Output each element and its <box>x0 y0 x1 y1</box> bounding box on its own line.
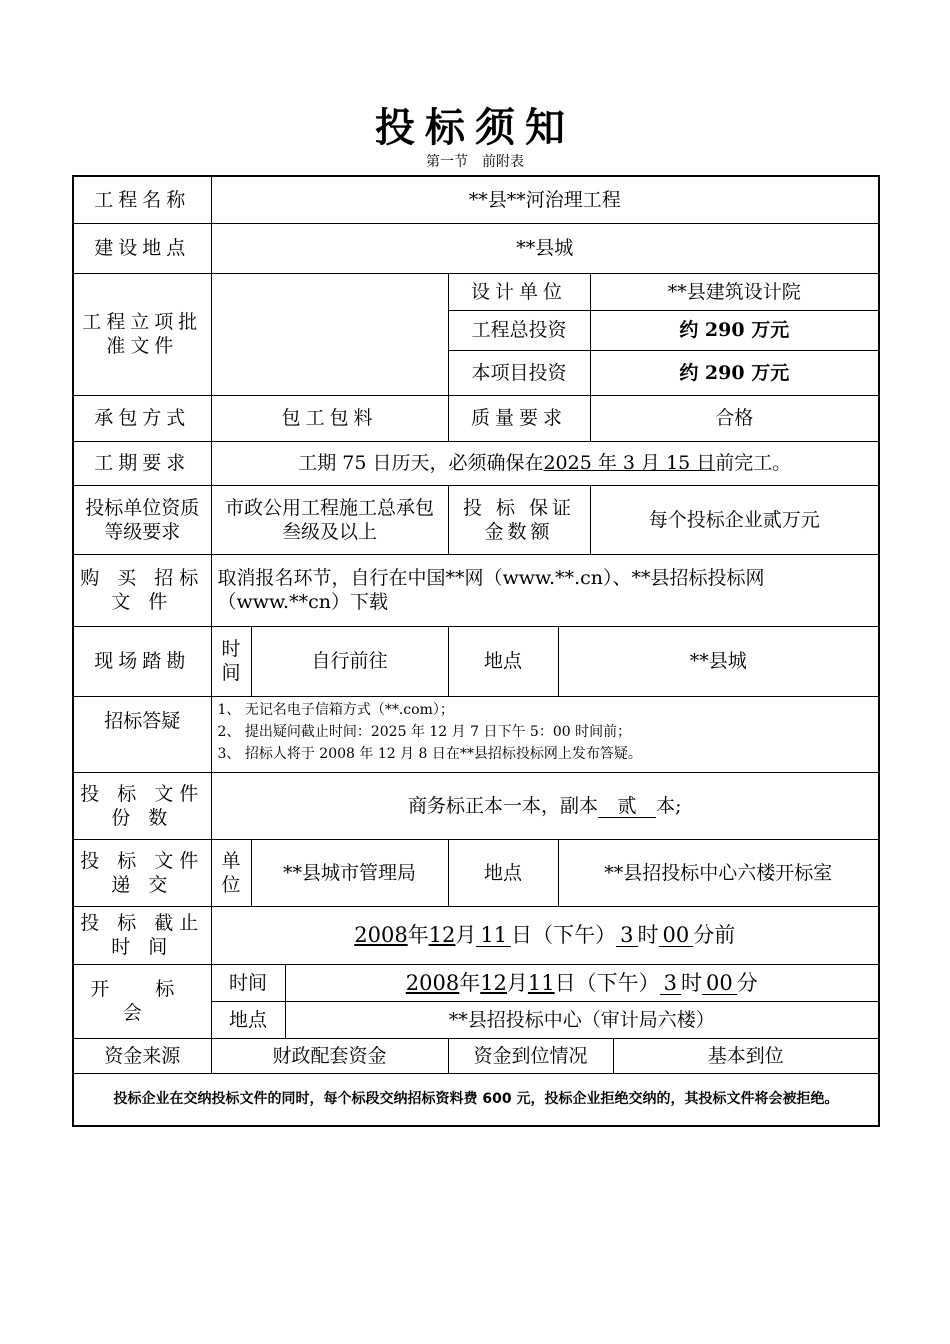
section-subtitle: 第一节 前附表 <box>426 154 524 170</box>
deadline-label: 投 标 截止 时 间 <box>73 906 211 964</box>
deadline-month: 12 <box>428 923 456 947</box>
purchase-label: 购 买 招标 文 件 <box>73 554 211 626</box>
period-date: 2025 年 3 月 15 日 <box>543 452 716 474</box>
deadline-hour: 3 <box>616 924 637 947</box>
row-period <box>73 441 879 485</box>
copies-value <box>211 772 879 839</box>
quality-value: 合格 <box>590 395 879 441</box>
contract-value: 包工包料 <box>211 395 448 441</box>
submit-unit-label: 单位 <box>211 839 251 906</box>
project-name-value: **县**河治理工程 <box>211 176 879 223</box>
period-text-pre: 工期 75 日历天，必须确保在 <box>298 452 544 474</box>
deadline-year: 2008 <box>354 923 408 947</box>
total-investment-label: 工程总投资 <box>448 310 590 350</box>
document-title: 投标须知 <box>375 104 575 151</box>
row-opening-time <box>73 964 879 1001</box>
site-visit-time-label: 时间 <box>211 626 251 696</box>
period-label: 工期要求 <box>73 441 211 485</box>
period-value <box>211 441 879 485</box>
deadline-day: 11 <box>476 924 511 947</box>
copies-text-post: 本; <box>656 794 682 817</box>
deadline-minute: 00 <box>659 924 694 947</box>
row-site-visit <box>73 626 879 696</box>
designer-value: **县建筑设计院 <box>590 273 879 310</box>
location-label: 建设地点 <box>73 223 211 273</box>
opening-day: 11 <box>527 970 555 995</box>
opening-suffix: 分 <box>736 970 758 995</box>
row-project-name <box>73 176 879 223</box>
submit-place-value: **县招投标中心六楼开标室 <box>558 839 879 906</box>
qa-item: 1、 无记名电子信箱方式（**.com）； <box>217 701 454 718</box>
row-location <box>73 223 879 273</box>
deadline-ampm: （下午） <box>532 923 617 947</box>
footer-note: 投标企业在交纳投标文件的同时，每个标段交纳招标资料费 600 元，投标企业拒绝交纳的，其投标文件将会被拒绝。 <box>73 1073 879 1126</box>
funding-status-label: 资金到位情况 <box>448 1038 613 1073</box>
site-visit-label: 现场踏勘 <box>73 626 211 696</box>
total-investment-value: 约 290 万元 <box>590 310 879 350</box>
contract-label: 承包方式 <box>73 395 211 441</box>
opening-minute: 00 <box>702 972 737 995</box>
bid-info-table <box>72 175 880 1127</box>
site-visit-place-value: **县城 <box>558 626 879 696</box>
purchase-value: 取消报名环节，自行在中国**网（www.**.cn）、**县招标投标网（www.**cn）下载 <box>211 554 879 626</box>
opening-ampm: （下午） <box>575 970 660 995</box>
project-investment-label: 本项目投资 <box>448 350 590 395</box>
funding-label: 资金来源 <box>73 1038 211 1073</box>
site-visit-place-label: 地点 <box>448 626 558 696</box>
project-investment-value: 约 290 万元 <box>590 350 879 395</box>
deadline-value: 2008年12月 11 日（下午） 3 时 00 分前 <box>211 906 879 964</box>
qa-item: 2、 提出疑问截止时间：2025 年 12 月 7 日下午 5：00 时间前； <box>217 723 632 740</box>
row-footer-note <box>73 1073 879 1126</box>
row-deadline <box>73 906 879 964</box>
row-qa <box>73 696 879 772</box>
bond-label: 投 标 保证金数额 <box>448 485 590 554</box>
opening-place-value: **县招投标中心（审计局六楼） <box>285 1001 879 1038</box>
row-contract <box>73 395 879 441</box>
quality-label: 质量要求 <box>448 395 590 441</box>
location-value: **县城 <box>211 223 879 273</box>
qa-list <box>211 696 879 772</box>
row-qualification <box>73 485 879 554</box>
opening-time-value: 2008年12月11日（下午） 3 时 00 分 <box>285 964 879 1001</box>
opening-year: 2008 <box>405 970 460 995</box>
row-purchase <box>73 554 879 626</box>
opening-label: 开 标 会 <box>73 964 211 1038</box>
qa-label: 招标答疑 <box>73 696 211 772</box>
row-submit <box>73 839 879 906</box>
project-name-label: 工程名称 <box>73 176 211 223</box>
copies-count: 贰 <box>598 795 656 818</box>
qualification-value: 市政公用工程施工总承包叁级及以上 <box>211 485 448 554</box>
opening-place-label: 地点 <box>211 1001 285 1038</box>
approval-label: 工程立项批准文件 <box>73 273 211 395</box>
opening-month: 12 <box>480 970 507 995</box>
funding-status-value: 基本到位 <box>613 1038 879 1073</box>
site-visit-time-value: 自行前往 <box>251 626 448 696</box>
copies-text-pre: 商务标正本一本，副本 <box>408 794 599 817</box>
qa-item: 3、 招标人将于 2008 年 12 月 8 日在**县招标投标网上发布答疑。 <box>217 745 642 762</box>
bond-value: 每个投标企业贰万元 <box>590 485 879 554</box>
qualification-label: 投标单位资质等级要求 <box>73 485 211 554</box>
copies-label: 投 标 文件 份 数 <box>73 772 211 839</box>
designer-label: 设计单位 <box>448 273 590 310</box>
row-copies <box>73 772 879 839</box>
submit-label: 投 标 文件 递 交 <box>73 839 211 906</box>
opening-time-label: 时间 <box>211 964 285 1001</box>
deadline-suffix: 分前 <box>693 923 736 947</box>
row-funding <box>73 1038 879 1073</box>
period-text-post: 前完工。 <box>715 452 792 474</box>
approval-value <box>211 273 448 395</box>
row-approval-designer <box>73 273 879 310</box>
opening-hour: 3 <box>660 972 681 995</box>
submit-place-label: 地点 <box>448 839 558 906</box>
submit-unit-value: **县城市管理局 <box>251 839 448 906</box>
funding-value: 财政配套资金 <box>211 1038 448 1073</box>
